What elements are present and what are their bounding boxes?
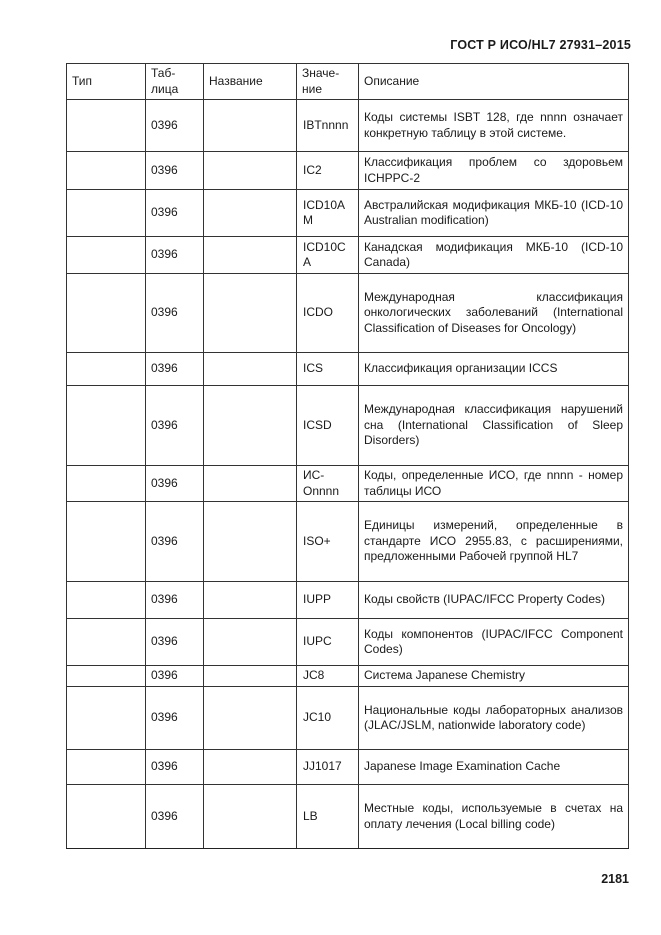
cell-table: 0396 <box>146 466 204 502</box>
cell-type <box>67 502 146 582</box>
table-row <box>67 582 629 619</box>
code-table <box>66 63 629 849</box>
table-row <box>67 750 629 785</box>
table-row <box>67 785 629 849</box>
table-row <box>67 687 629 750</box>
cell-description: Международная классификация онкологических заболеваний (International Classification of Diseases for Oncology) <box>359 274 629 353</box>
cell-table: 0396 <box>146 666 204 687</box>
cell-table: 0396 <box>146 687 204 750</box>
cell-description: Местные коды, используемые в счетах на оплату лечения (Local billing code) <box>359 785 629 849</box>
cell-description: Japanese Image Examination Cache <box>359 750 629 785</box>
cell-type <box>67 666 146 687</box>
cell-description: Коды системы ISBT 128, где nnnn означает конкретную таблицу в этой системе. <box>359 100 629 152</box>
cell-name <box>204 466 297 502</box>
cell-value: ИС-Onnnn <box>297 466 359 502</box>
table-row <box>67 502 629 582</box>
cell-name <box>204 666 297 687</box>
cell-type <box>67 100 146 152</box>
table-row <box>67 619 629 666</box>
cell-value: LB <box>297 785 359 849</box>
cell-description: Международная классификация нарушений сна (International Classification of Sleep Disorders) <box>359 386 629 466</box>
cell-name <box>204 582 297 619</box>
cell-name <box>204 502 297 582</box>
cell-name <box>204 237 297 274</box>
cell-value: ICS <box>297 353 359 386</box>
cell-type <box>67 687 146 750</box>
cell-value: IUPP <box>297 582 359 619</box>
column-header-description: Описание <box>359 64 629 100</box>
cell-name <box>204 619 297 666</box>
cell-table: 0396 <box>146 353 204 386</box>
table-row <box>67 666 629 687</box>
table-row <box>67 386 629 466</box>
cell-type <box>67 353 146 386</box>
cell-description: Единицы измерений, определенные в стандарте ИСО 2955.83, с расширениями, предложенными Рабочей группой HL7 <box>359 502 629 582</box>
cell-name <box>204 274 297 353</box>
cell-table: 0396 <box>146 619 204 666</box>
table-row <box>67 466 629 502</box>
column-header-value <box>297 64 359 100</box>
cell-table: 0396 <box>146 152 204 190</box>
cell-table: 0396 <box>146 785 204 849</box>
cell-type <box>67 582 146 619</box>
cell-value: JC8 <box>297 666 359 687</box>
table-row <box>67 274 629 353</box>
cell-type <box>67 785 146 849</box>
cell-type <box>67 190 146 237</box>
page-number: 2181 <box>601 872 629 886</box>
cell-description: Коды, определенные ИСО, где nnnn - номер таблицы ИСО <box>359 466 629 502</box>
cell-description: Классификация проблем со здоровьем ICHPPC-2 <box>359 152 629 190</box>
cell-table: 0396 <box>146 502 204 582</box>
column-header-name: Название <box>204 64 297 100</box>
cell-table: 0396 <box>146 582 204 619</box>
column-header-type: Тип <box>67 64 146 100</box>
cell-name <box>204 750 297 785</box>
table-row <box>67 190 629 237</box>
cell-value: IC2 <box>297 152 359 190</box>
cell-description: Классификация организации ICCS <box>359 353 629 386</box>
cell-name <box>204 687 297 750</box>
cell-name <box>204 190 297 237</box>
cell-table: 0396 <box>146 190 204 237</box>
cell-description: Коды свойств (IUPAC/IFCC Property Codes) <box>359 582 629 619</box>
table-row <box>67 353 629 386</box>
cell-type <box>67 619 146 666</box>
cell-value: IBTnnnn <box>297 100 359 152</box>
cell-description: Коды компонентов (IUPAC/IFCC Component Codes) <box>359 619 629 666</box>
document-header: ГОСТ Р ИСО/HL7 27931–2015 <box>450 38 631 52</box>
column-header-table-label: Таб- лица <box>151 66 179 96</box>
cell-value: JC10 <box>297 687 359 750</box>
cell-type <box>67 274 146 353</box>
cell-value: IUPC <box>297 619 359 666</box>
cell-value: ICDO <box>297 274 359 353</box>
cell-value: JJ1017 <box>297 750 359 785</box>
cell-description: Австралийская модификация МКБ-10 (ICD-10 Australian modification) <box>359 190 629 237</box>
cell-table: 0396 <box>146 100 204 152</box>
cell-name <box>204 152 297 190</box>
table-row <box>67 152 629 190</box>
cell-name <box>204 353 297 386</box>
cell-type <box>67 152 146 190</box>
cell-description: Национальные коды лабораторных анализов (JLAC/JSLM, nationwide laboratory code) <box>359 687 629 750</box>
cell-type <box>67 466 146 502</box>
cell-value: ICD10AM <box>297 190 359 237</box>
column-header-value-label: Значе- ние <box>302 66 340 96</box>
cell-type <box>67 237 146 274</box>
cell-type <box>67 750 146 785</box>
cell-table: 0396 <box>146 750 204 785</box>
cell-name <box>204 785 297 849</box>
cell-name <box>204 100 297 152</box>
cell-value: ICSD <box>297 386 359 466</box>
table-header-row <box>67 64 629 100</box>
cell-table: 0396 <box>146 274 204 353</box>
cell-name <box>204 386 297 466</box>
cell-value: ICD10CA <box>297 237 359 274</box>
cell-description: Канадская модификация МКБ-10 (ICD-10 Canada) <box>359 237 629 274</box>
table-row <box>67 237 629 274</box>
cell-value: ISO+ <box>297 502 359 582</box>
cell-type <box>67 386 146 466</box>
cell-table: 0396 <box>146 386 204 466</box>
cell-table: 0396 <box>146 237 204 274</box>
table-row <box>67 100 629 152</box>
column-header-table <box>146 64 204 100</box>
cell-description: Система Japanese Chemistry <box>359 666 629 687</box>
